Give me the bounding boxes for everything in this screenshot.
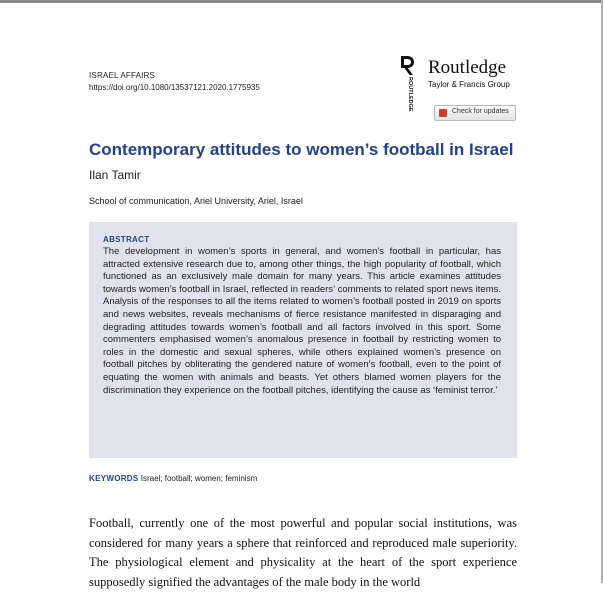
- keywords-list: Israel; football; women; feminism: [140, 474, 258, 483]
- body-paragraph: Football, currently one of the most powerful and popular social institutions, was considered for many years a sphere that reinforced and reproduced male superiority. The physiological element and physicality at the heart of the sport experience supposedly signified the advantages of the male body in the world: [89, 516, 517, 589]
- check-for-updates-label: Check for updates: [452, 108, 509, 115]
- logo-vertical-text: ROUTLEDGE: [407, 77, 413, 112]
- keywords-heading: KEYWORDS: [89, 474, 139, 483]
- journal-name: ISRAEL AFFAIRS: [89, 71, 156, 80]
- crossmark-icon: [439, 109, 447, 117]
- publisher-name: Routledge: [428, 57, 507, 78]
- keywords-line: [89, 474, 257, 483]
- routledge-logo-icon: [398, 55, 418, 112]
- window-top-border: [0, 0, 603, 3]
- article-title: Contemporary attitudes to women’s football in Israel: [89, 140, 514, 159]
- author-name: Ilan Tamir: [89, 168, 141, 182]
- abstract-heading: ABSTRACT: [103, 235, 150, 244]
- publisher-group: Taylor & Francis Group: [428, 80, 510, 89]
- abstract-box: [89, 222, 517, 458]
- abstract-text: The development in women’s sports in general, and women’s football in particular, has attracted extensive research due to, among other things, the high popularity of football, which functioned as an exclusively male domain for many years. This article examines attitudes towards women’s football in Israel, reflected in readers’ comments to related sport news items. Analysis of the responses to all the items related to women’s football posted in 2019 on sports and news websites, reveals mechanisms of fierce resistance manifested in disparaging and degrading attitudes towards women’s football and all factors involved in this sport. Some commenters emphasised women’s anomalous presence in football by restricting women to roles in the domestic and sexual spheres, while others explained women’s presence on football pitches by obliterating the gendered nature of women’s football, even to the point of equating the women with animals and beasts. Yet others blamed women players for the discrimination they experience on the football pitches, identifying the cause as ‘feminist terror.’: [103, 246, 501, 396]
- author-affiliation: School of communication, Ariel University, Ariel, Israel: [89, 196, 303, 206]
- doi-link[interactable]: https://doi.org/10.1080/13537121.2020.1775935: [89, 83, 260, 92]
- check-for-updates-button[interactable]: [434, 105, 516, 121]
